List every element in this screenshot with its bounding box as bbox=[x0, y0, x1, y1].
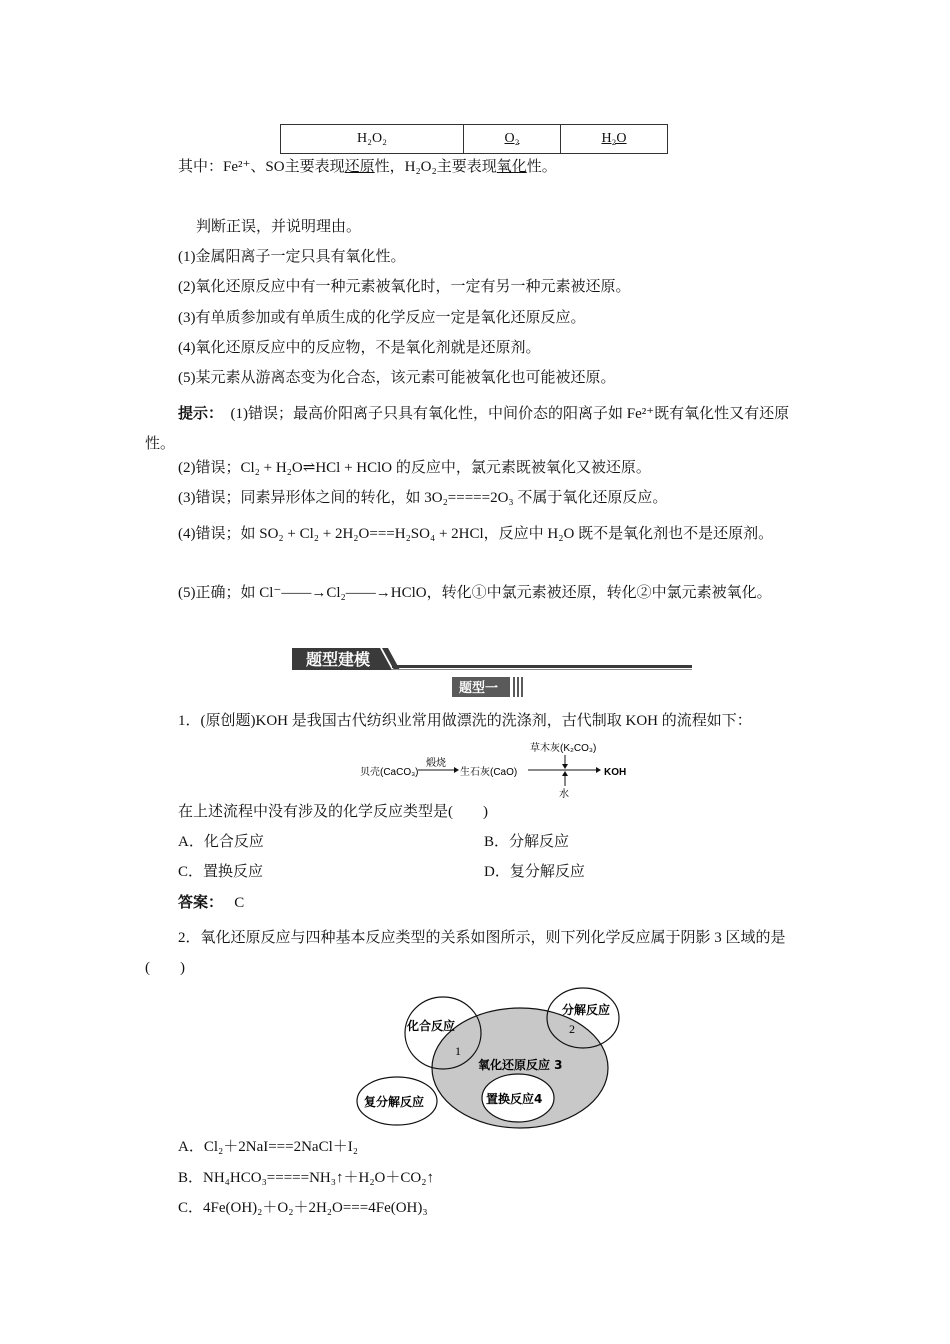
summary-line: 其中：Fe²⁺、SO主要表现还原性，H₂O₂主要表现氧化性。 bbox=[178, 159, 557, 175]
label-redox: 氧化还原反应 3 bbox=[478, 1058, 563, 1072]
label-n2: 2 bbox=[569, 1022, 575, 1036]
q2-option-b: B．NH₄HCO₃=====NH₃↑＋H₂O＋CO₂↑ bbox=[178, 1170, 434, 1186]
judge-item-3: (3)有单质参加或有单质生成的化学反应一定是氧化还原反应。 bbox=[178, 310, 586, 326]
koh-flow-diagram bbox=[360, 738, 640, 800]
judge-item-1: (1)金属阳离子一定只具有氧化性。 bbox=[178, 249, 406, 265]
q2-option-a: A．Cl₂＋2NaI===2NaCl＋I₂ bbox=[178, 1139, 358, 1155]
banner-title: 题型建模 bbox=[306, 650, 371, 669]
table-cell-h2o2: H₂O₂ bbox=[281, 125, 464, 154]
table-cell-o2: O₂ bbox=[464, 125, 561, 154]
label-double: 复分解反应 bbox=[364, 1095, 425, 1109]
flow-shell: 贝壳(CaCO₃) bbox=[360, 767, 419, 778]
hint-4: (4)错误；如 SO₂ + Cl₂ + 2H₂O===H₂SO₄ + 2HCl，反应中 H₂O 既不是氧化剂也不是还原剂。 bbox=[178, 526, 774, 542]
hint-3: (3)错误；同素异形体之间的转化，如 3O₂=====2O₃ 不属于氧化还原反应。 bbox=[178, 490, 668, 506]
flow-water: 水 bbox=[559, 789, 569, 800]
label-combination: 化合反应 bbox=[407, 1019, 456, 1033]
tag-title: 题型一 bbox=[459, 681, 499, 696]
flow-lime: 生石灰(CaO) bbox=[460, 767, 518, 778]
hint-2: (2)错误；Cl₂ + H₂O⇌HCl + HClO 的反应中，氯元素既被氧化又被还原。 bbox=[178, 460, 651, 476]
label-replacement: 置换反应4 bbox=[486, 1092, 543, 1106]
judge-item-2: (2)氧化还原反应中有一种元素被氧化时，一定有另一种元素被还原。 bbox=[178, 279, 631, 295]
q2-option-c: C．4Fe(OH)₂＋O₂＋2H₂O===4Fe(OH)₃ bbox=[178, 1200, 428, 1216]
q1-option-b: B．分解反应 bbox=[484, 834, 570, 850]
reaction-venn-diagram bbox=[355, 985, 630, 1130]
q1-question: 在上述流程中没有涉及的化学反应类型是( ) bbox=[178, 804, 488, 820]
q1-option-a: A．化合反应 bbox=[178, 834, 264, 850]
judge-item-4: (4)氧化还原反应中的反应物，不是氧化剂就是还原剂。 bbox=[178, 340, 541, 356]
judge-title: 判断正误，并说明理由。 bbox=[196, 219, 362, 235]
q1-option-d: D．复分解反应 bbox=[484, 864, 585, 880]
q1-stem: 1．(原创题)KOH 是我国古代纺织业常用做漂洗的洗涤剂，古代制取 KOH 的流程如下： bbox=[178, 713, 752, 729]
q1-option-c: C．置换反应 bbox=[178, 864, 264, 880]
label-decomposition: 分解反应 bbox=[562, 1003, 611, 1017]
q1-answer: 答案： C bbox=[178, 895, 245, 911]
q2-stem: 2．氧化还原反应与四种基本反应类型的关系如图所示，则下列化学反应属于阴影 3 区域的是( ) bbox=[145, 930, 786, 976]
label-n1: 1 bbox=[455, 1044, 461, 1058]
hint-5: (5)正确；如 Cl⁻——→Cl₂——→HClO，转化①中氯元素被还原，转化②中氯元素被氧化。 bbox=[178, 585, 772, 601]
table-cell-h2o: H₂O bbox=[561, 125, 668, 154]
flow-product: KOH bbox=[604, 767, 627, 778]
section-tag bbox=[452, 677, 524, 697]
substance-table bbox=[280, 124, 668, 154]
section-banner bbox=[292, 646, 692, 672]
judge-item-5: (5)某元素从游离态变为化合态，该元素可能被氧化也可能被还原。 bbox=[178, 370, 616, 386]
flow-ash: 草木灰(K₂CO₃) bbox=[530, 743, 597, 754]
hint-1: 提示： (1)错误；最高价阳离子只具有氧化性，中间价态的阳离子如 Fe²⁺既有氧化性又有还原性。 bbox=[145, 406, 790, 452]
flow-calcine: 煅烧 bbox=[426, 758, 446, 769]
hint-label: 提示： bbox=[178, 406, 224, 422]
